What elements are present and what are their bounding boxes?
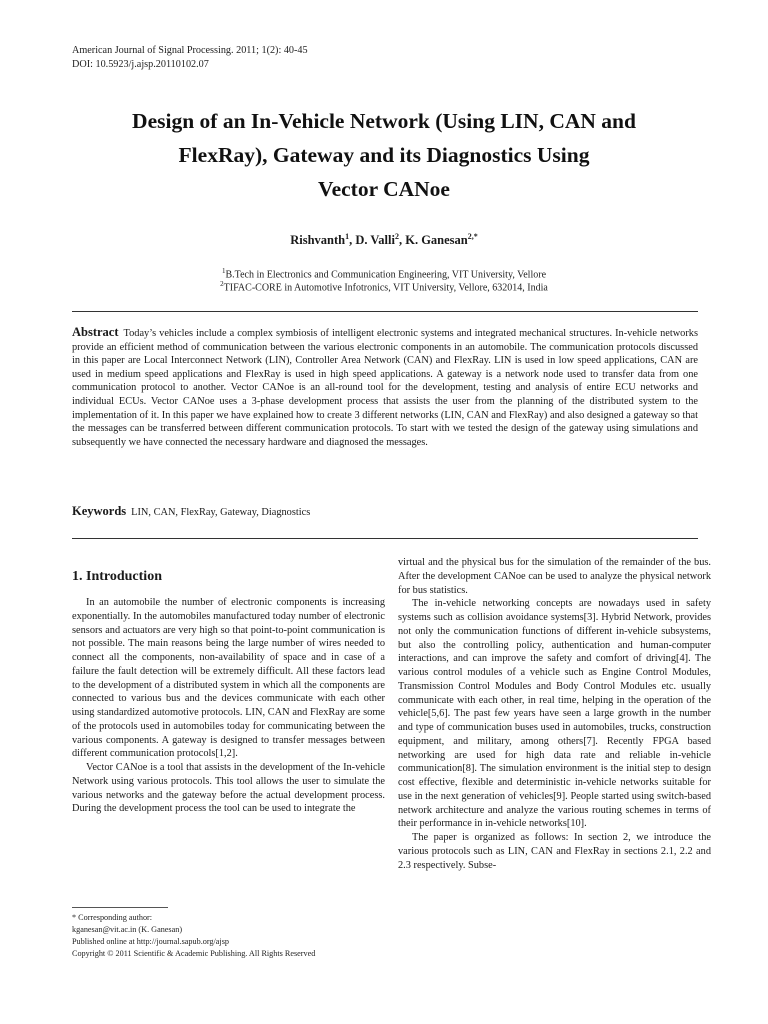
title-line-1: Design of an In-Vehicle Network (Using LIN, CAN and xyxy=(132,109,636,133)
right-paragraph-2: The in-vehicle networking concepts are nowadays used in safety systems such as collision avoidance systems[3]. Hybrid Network, provides not only the communication functions of different in-vehicle subsystems, but also the controlling policy, authentication and human-computer interactions, and can improve the safety and comfort of driving[4]. The various control modules of a vehicle such as Engine Control Modules, Transmission Control Modules and Body Control Modules etc. usually communicate with each other, in real time, helping in the operation of the vehicle[5,6]. The past few years have seen a large growth in the number and type of communication buses used in automobiles, trucks, construction equipment, and military, among others[7]. Recently FPGA based networking are used for high data rate and reliable in-vehicle communication[8]. The simulation environment is the initial step to design cost effective, flexible and deterministic in-vehicle networks suitable for use in the next generation of vehicles[9]. People started using switch-based network architecture and analyze the various routing schemes in terms of their performance in in-vehicle networks[10]. xyxy=(398,598,711,830)
author-list: Rishvanth$^1$, D. Valli$^2$, K. Ganesan$^{2,*}$ xyxy=(290,232,478,248)
footnote-copyright: Copyright © 2011 Scientific & Academic Publishing. All Rights Reserved xyxy=(72,949,316,958)
title-line-2: FlexRay), Gateway and its Diagnostics Using xyxy=(178,143,590,167)
affiliation-1-marker: 1 xyxy=(221,267,226,275)
keywords xyxy=(72,504,698,520)
footnote-corresponding: * Corresponding author: xyxy=(72,913,153,922)
footnote-email: kganesan@vit.ac.in (K. Ganesan) xyxy=(72,925,183,934)
affiliation-2 xyxy=(60,278,708,294)
affiliation-2-text: TIFAC-CORE in Automotive Infotronics, VIT University, Vellore, 632014, India xyxy=(223,282,548,294)
affiliation-1-text: B.Tech in Electronics and Communication Engineering, VIT University, Vellore xyxy=(225,269,547,281)
author-3: K. Ganesan xyxy=(405,233,468,248)
footnote-published: Published online at http://journal.sapub.org/ajsp xyxy=(72,937,229,946)
abstract-top-rule xyxy=(72,311,698,312)
paper-title xyxy=(60,104,708,206)
right-column xyxy=(398,556,711,872)
introduction-body xyxy=(72,596,385,816)
right-paragraph-3: The paper is organized as follows: In section 2, we introduce the various protocols such as LIN, CAN and FlexRay in sections 2.1, 2.2 and 2.3 respectively. Subse- xyxy=(398,832,711,871)
author-3-affil: 2,* xyxy=(467,232,478,241)
author-2: D. Valli xyxy=(355,233,395,248)
footnote-rule xyxy=(72,907,168,908)
doi-line: DOI: 10.5923/j.ajsp.20110102.07 xyxy=(72,59,209,70)
journal-citation: American Journal of Signal Processing. 2011; 1(2): 40-45 xyxy=(72,45,308,56)
intro-paragraph-2: Vector CANoe is a tool that assists in the development of the In-vehicle Network using various protocols. This tool allows the user to simulate the various networks and the gateway before the actual development process. During the development process the tool can be used to integrate the xyxy=(72,762,385,815)
abstract-text: Today’s vehicles include a complex symbiosis of intelligent electronic systems and integrated mechanical structures. In-vehicle networks provide an efficient method of communication between the various electronic components in an automobile. The communication protocols discussed in this paper are Local Interconnect Network (LIN), Controller Area Network (CAN) and FlexRay. LIN is used in low speed applications, CAN are used in medium speed applications and FlexRay is used in high speed applications. A gateway is a network node used to transfer data from one communication protocol to another. Vector CANoe is an all-round tool for the development, testing and analysis of entire ECU networks and individual ECUs. Vector CANoe uses a 3-phase development process that assists the user from the planning of the distributed system to the implementation of it. In this paper we have explained how to create 3 different networks (LIN, CAN and FlexRay) and also designed a gateway so that the messages can be transferred between different communication protocols. To start with we tested the design of the gateway using simulations and subsequently we have connected the necessary hardware and diagnosed the messages. xyxy=(72,328,698,448)
affiliation-2-marker: 2 xyxy=(220,280,224,288)
abstract xyxy=(72,326,698,449)
footnotes xyxy=(72,912,385,960)
keywords-text: LIN, CAN, FlexRay, Gateway, Diagnostics xyxy=(131,507,311,518)
abstract-bottom-rule xyxy=(72,538,698,539)
author-2-affil: 2 xyxy=(394,232,399,241)
abstract-heading: Abstract xyxy=(72,325,119,339)
right-paragraph-1: virtual and the physical bus for the simulation of the remainder of the bus. After the development CANoe can be used to analyze the physical network for bus statistics. xyxy=(398,557,711,596)
keywords-heading: Keywords xyxy=(72,504,127,518)
section-heading-introduction: 1. Introduction xyxy=(72,569,162,584)
intro-paragraph-1: In an automobile the number of electronic components is increasing exponentially. In the automobiles manufactured today number of electronic sensors and actuators are very high so that point-to-point communication is not possible. The main reasons being the large number of wires needed to connect all the components, non-availability of space and in case of a failure the fault detection will be extremely difficult. All these factors lead to the development of a distributed system in which all the components are connected to various bus and the devices communicate with each other using standardized automotive protocols. LIN, CAN and FlexRay are some of the protocols used in automobiles today for communicating between the various components. A gateway is designed to transfer messages between different communication protocols[1,2]. xyxy=(72,597,385,760)
title-line-3: Vector CANoe xyxy=(318,177,450,201)
author-1: Rishvanth xyxy=(290,233,346,248)
author-1-affil: 1 xyxy=(345,232,350,241)
